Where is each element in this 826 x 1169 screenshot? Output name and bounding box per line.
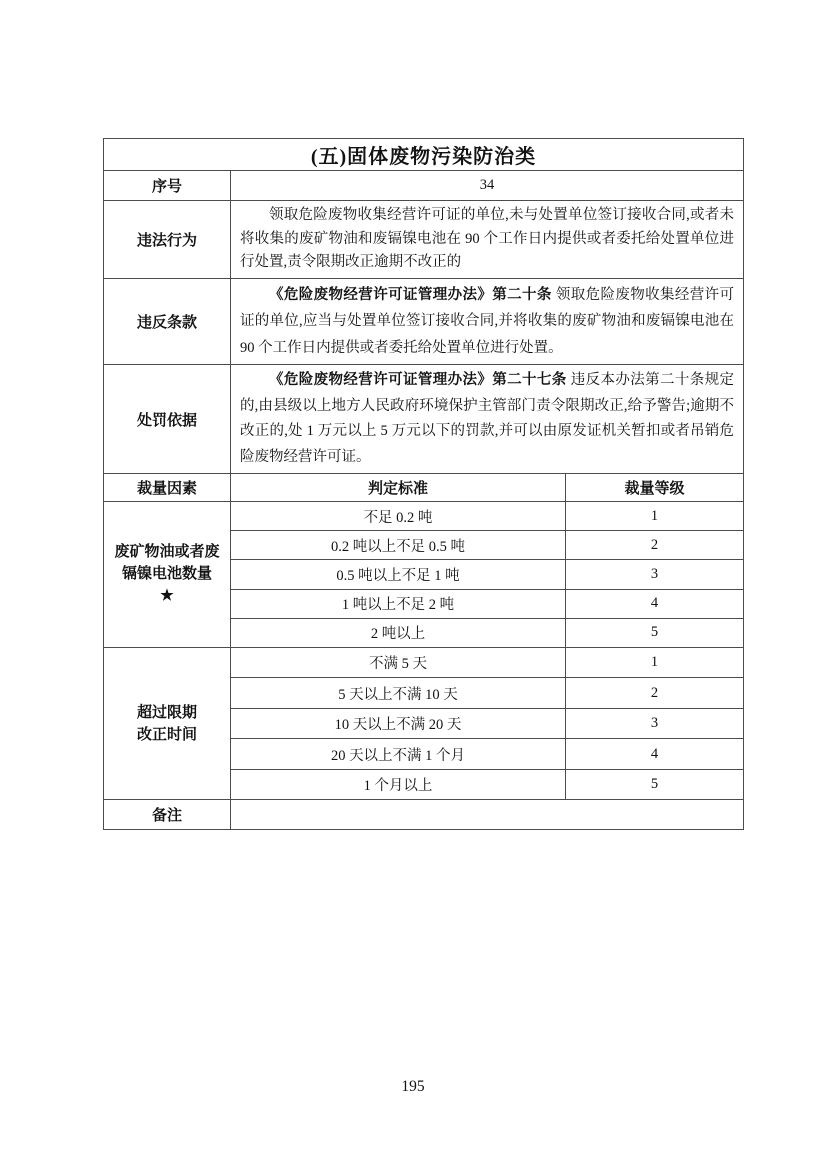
table-row xyxy=(104,278,744,365)
table-row xyxy=(104,365,744,474)
table-row xyxy=(104,171,744,201)
factor-label-line1: 超过限期 xyxy=(136,704,197,721)
standard-cell: 20 天以上不满 1 个月 xyxy=(231,739,566,770)
grade-cell: 1 xyxy=(566,502,744,531)
standard-cell: 不足 0.2 吨 xyxy=(231,502,566,531)
header-standard: 判定标准 xyxy=(231,474,566,502)
factor-overdue-label xyxy=(104,647,231,800)
standard-cell: 5 天以上不满 10 天 xyxy=(231,678,566,709)
grade-cell: 1 xyxy=(566,647,744,678)
basis-body-text: 违反本办法第二十条规定的,由县级以上地方人民政府环境保护主管部门责令限期改正,给予警告;逾期不改正的,处 1 万元以上 5 万元以下的罚款,并可以由原发证机关暂扣或者吊销危险废物经营许可证。 xyxy=(240,372,735,465)
standard-cell: 2 吨以上 xyxy=(231,618,566,647)
table-row xyxy=(104,800,744,830)
header-grade: 裁量等级 xyxy=(566,474,744,502)
table-title: (五)固体废物污染防治类 xyxy=(104,139,744,171)
table-row xyxy=(104,502,744,531)
illegal-act-text: 领取危险废物收集经营许可证的单位,未与处置单位签订接收合同,或者未将收集的废矿物油和废镉镍电池在 90 个工作日内提供或者委托给处置单位进行处置,责令限期改正逾期不改正的 xyxy=(231,201,744,279)
penalty-basis-text xyxy=(231,365,744,474)
standard-cell: 1 个月以上 xyxy=(231,769,566,800)
illegal-act-label: 违法行为 xyxy=(104,201,231,279)
table-row xyxy=(104,139,744,171)
clause-citation: 《危险废物经营许可证管理办法》第二十条 xyxy=(269,286,552,303)
serial-value: 34 xyxy=(231,171,744,201)
factor-label-line2: 镉镍电池数量 xyxy=(121,566,212,583)
grade-cell: 3 xyxy=(566,708,744,739)
standard-cell: 10 天以上不满 20 天 xyxy=(231,708,566,739)
table-row xyxy=(104,201,744,279)
star-mark: ★ xyxy=(160,588,174,605)
remarks-value xyxy=(231,800,744,830)
standard-cell: 0.2 吨以上不足 0.5 吨 xyxy=(231,531,566,560)
table-row xyxy=(104,647,744,678)
standard-cell: 0.5 吨以上不足 1 吨 xyxy=(231,560,566,589)
clause-body-text: 领取危险废物收集经营许可证的单位,应当与处置单位签订接收合同,并将收集的废矿物油和废镉镍电池在 90 个工作日内提供或者委托给处置单位进行处置。 xyxy=(240,286,735,356)
violated-clause-text xyxy=(231,278,744,365)
grade-cell: 2 xyxy=(566,531,744,560)
grade-cell: 5 xyxy=(566,618,744,647)
standard-cell: 不满 5 天 xyxy=(231,647,566,678)
standard-cell: 1 吨以上不足 2 吨 xyxy=(231,589,566,618)
factor-label-line2: 改正时间 xyxy=(136,726,197,743)
table-header-row xyxy=(104,474,744,502)
violated-clause-label: 违反条款 xyxy=(104,278,231,365)
grade-cell: 2 xyxy=(566,678,744,709)
penalty-basis-label: 处罚依据 xyxy=(104,365,231,474)
grade-cell: 3 xyxy=(566,560,744,589)
grade-cell: 4 xyxy=(566,589,744,618)
basis-citation: 《危险废物经营许可证管理办法》第二十七条 xyxy=(269,372,567,388)
serial-label: 序号 xyxy=(104,171,231,201)
grade-cell: 5 xyxy=(566,769,744,800)
header-factor: 裁量因素 xyxy=(104,474,231,502)
factor-label-line1: 废矿物油或者废 xyxy=(114,544,220,561)
remarks-label: 备注 xyxy=(104,800,231,830)
regulation-table xyxy=(103,138,744,830)
factor-quantity-label xyxy=(104,502,231,648)
grade-cell: 4 xyxy=(566,739,744,770)
page-number: 195 xyxy=(401,1078,425,1095)
